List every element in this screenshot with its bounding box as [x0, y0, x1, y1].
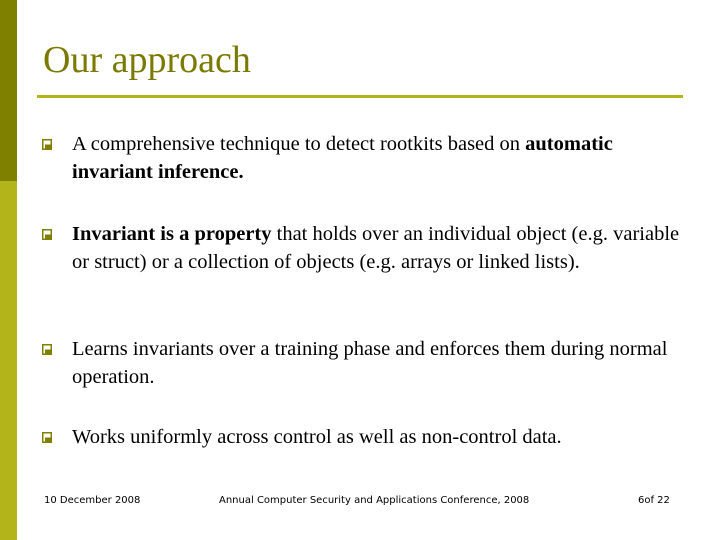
footer-page-number: 6of 22	[638, 495, 670, 506]
slide-title: Our approach	[43, 39, 251, 81]
square-bullet-icon	[42, 432, 52, 443]
square-bullet-icon	[42, 344, 52, 355]
footer-date: 10 December 2008	[44, 495, 141, 506]
bullet-text: Learns invariants over a training phase and enforces them during normal operation.	[72, 338, 668, 388]
square-bullet-icon	[42, 139, 52, 150]
bullet-text: A comprehensive technique to detect rootkits based on automatic invariant inference.	[72, 133, 613, 183]
square-bullet-icon	[42, 229, 52, 240]
bullet-text: Invariant is a property that holds over an individual object (e.g. variable or struct) or a collection of objects (e.g. arrays or linked lists).	[72, 223, 680, 273]
bullet-text: Works uniformly across control as well as non-control data.	[72, 426, 562, 448]
footer-conference: Annual Computer Security and Applications Conference, 2008	[219, 495, 530, 506]
